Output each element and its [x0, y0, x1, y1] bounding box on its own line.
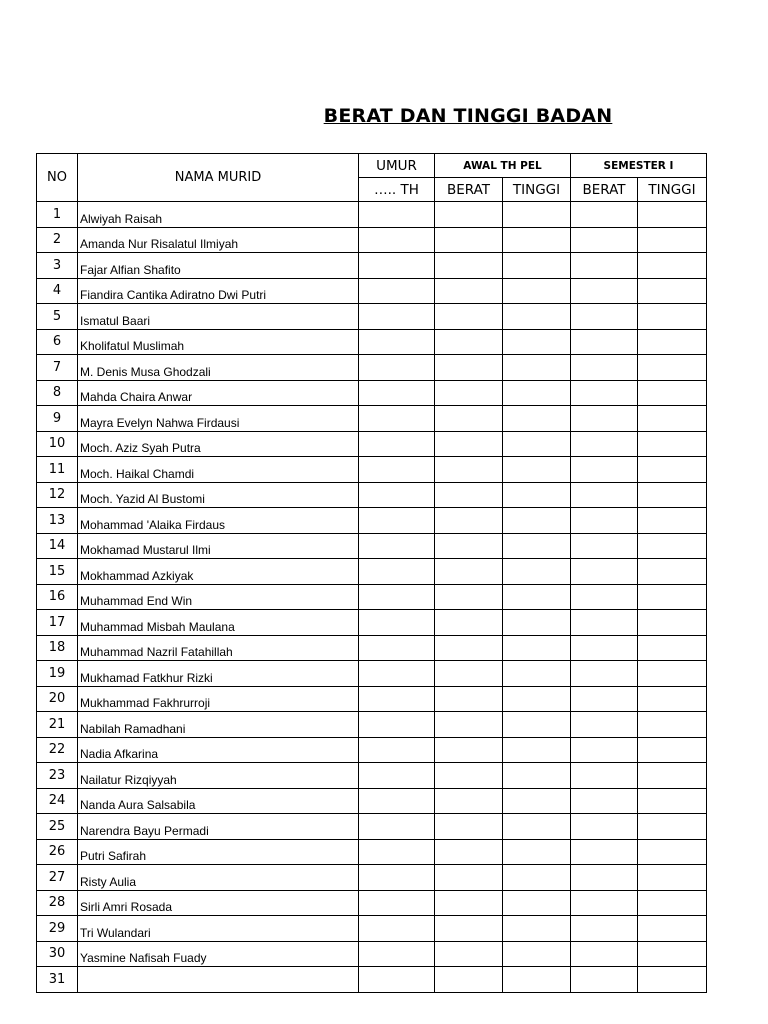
cell-awal-tinggi[interactable]: [503, 712, 571, 738]
table-body: [37, 202, 707, 993]
cell-awal-berat[interactable]: [435, 890, 503, 916]
cell-semester-berat[interactable]: [571, 686, 638, 712]
table-row: [37, 712, 707, 738]
row-number: 17: [37, 610, 78, 636]
cell-umur[interactable]: [359, 508, 435, 534]
row-number: 31: [37, 967, 78, 993]
cell-awal-berat[interactable]: [435, 584, 503, 610]
header-row-1: [37, 154, 707, 178]
cell-awal-berat[interactable]: [435, 457, 503, 483]
cell-awal-berat[interactable]: [435, 304, 503, 330]
table-row: [37, 635, 707, 661]
cell-semester-berat[interactable]: [571, 380, 638, 406]
table-row: [37, 584, 707, 610]
cell-awal-berat[interactable]: [435, 559, 503, 585]
cell-semester-tinggi[interactable]: [638, 482, 707, 508]
cell-umur[interactable]: [359, 839, 435, 865]
cell-awal-tinggi[interactable]: [503, 839, 571, 865]
table-row: [37, 610, 707, 636]
cell-semester-berat[interactable]: [571, 253, 638, 279]
cell-semester-tinggi[interactable]: [638, 712, 707, 738]
cell-awal-berat[interactable]: [435, 227, 503, 253]
row-number: 11: [37, 457, 78, 483]
cell-awal-berat[interactable]: [435, 380, 503, 406]
header-umur-th: ….. TH: [359, 178, 435, 202]
cell-semester-tinggi[interactable]: [638, 865, 707, 891]
student-name: Nadia Afkarina: [78, 737, 359, 763]
cell-semester-berat[interactable]: [571, 967, 638, 993]
cell-awal-tinggi[interactable]: [503, 329, 571, 355]
row-number: 23: [37, 763, 78, 789]
header-awal-th-pel: AWAL TH PEL: [435, 154, 571, 178]
cell-awal-tinggi[interactable]: [503, 508, 571, 534]
header-umur: UMUR: [359, 154, 435, 178]
row-number: 27: [37, 865, 78, 891]
table-row: [37, 227, 707, 253]
cell-semester-tinggi[interactable]: [638, 686, 707, 712]
table-row: [37, 814, 707, 840]
table-row: [37, 202, 707, 228]
student-name: Nanda Aura Salsabila: [78, 788, 359, 814]
cell-awal-tinggi[interactable]: [503, 686, 571, 712]
cell-semester-berat[interactable]: [571, 661, 638, 687]
cell-umur[interactable]: [359, 431, 435, 457]
cell-semester-tinggi[interactable]: [638, 737, 707, 763]
cell-umur[interactable]: [359, 202, 435, 228]
cell-semester-berat[interactable]: [571, 584, 638, 610]
cell-awal-berat[interactable]: [435, 967, 503, 993]
cell-awal-tinggi[interactable]: [503, 457, 571, 483]
student-name: M. Denis Musa Ghodzali: [78, 355, 359, 381]
cell-semester-berat[interactable]: [571, 737, 638, 763]
cell-umur[interactable]: [359, 890, 435, 916]
row-number: 26: [37, 839, 78, 865]
table-row: [37, 661, 707, 687]
cell-awal-berat[interactable]: [435, 788, 503, 814]
cell-semester-berat[interactable]: [571, 304, 638, 330]
cell-umur[interactable]: [359, 814, 435, 840]
student-name: Mokhammad Azkiyak: [78, 559, 359, 585]
cell-umur[interactable]: [359, 457, 435, 483]
cell-awal-berat[interactable]: [435, 253, 503, 279]
cell-semester-berat[interactable]: [571, 814, 638, 840]
row-number: 1: [37, 202, 78, 228]
cell-awal-berat[interactable]: [435, 686, 503, 712]
table-row: [37, 737, 707, 763]
table-row: [37, 839, 707, 865]
cell-umur[interactable]: [359, 406, 435, 432]
cell-semester-berat[interactable]: [571, 890, 638, 916]
cell-awal-tinggi[interactable]: [503, 865, 571, 891]
cell-semester-tinggi[interactable]: [638, 533, 707, 559]
cell-awal-tinggi[interactable]: [503, 431, 571, 457]
student-name: Muhammad Misbah Maulana: [78, 610, 359, 636]
cell-umur[interactable]: [359, 661, 435, 687]
document-title: BERAT DAN TINGGI BADAN: [323, 105, 613, 127]
row-number: 10: [37, 431, 78, 457]
row-number: 3: [37, 253, 78, 279]
cell-semester-berat[interactable]: [571, 355, 638, 381]
table-row: [37, 763, 707, 789]
cell-semester-berat[interactable]: [571, 406, 638, 432]
cell-semester-tinggi[interactable]: [638, 508, 707, 534]
table-row: [37, 533, 707, 559]
student-name: Yasmine Nafisah Fuady: [78, 941, 359, 967]
cell-awal-berat[interactable]: [435, 406, 503, 432]
table-row: [37, 380, 707, 406]
student-name: Sirli Amri Rosada: [78, 890, 359, 916]
cell-awal-tinggi[interactable]: [503, 890, 571, 916]
student-name: Moch. Aziz Syah Putra: [78, 431, 359, 457]
cell-semester-berat[interactable]: [571, 839, 638, 865]
cell-umur[interactable]: [359, 253, 435, 279]
cell-umur[interactable]: [359, 533, 435, 559]
table-row: [37, 278, 707, 304]
table-row: [37, 406, 707, 432]
cell-awal-berat[interactable]: [435, 355, 503, 381]
cell-awal-berat[interactable]: [435, 533, 503, 559]
row-number: 20: [37, 686, 78, 712]
cell-umur[interactable]: [359, 967, 435, 993]
cell-semester-tinggi[interactable]: [638, 661, 707, 687]
cell-awal-tinggi[interactable]: [503, 916, 571, 942]
cell-awal-berat[interactable]: [435, 482, 503, 508]
table-row: [37, 508, 707, 534]
header-semester-berat: BERAT: [571, 178, 638, 202]
cell-semester-berat[interactable]: [571, 916, 638, 942]
cell-semester-tinggi[interactable]: [638, 559, 707, 585]
cell-semester-tinggi[interactable]: [638, 202, 707, 228]
cell-awal-berat[interactable]: [435, 865, 503, 891]
row-number: 19: [37, 661, 78, 687]
cell-awal-berat[interactable]: [435, 278, 503, 304]
row-number: 30: [37, 941, 78, 967]
cell-semester-berat[interactable]: [571, 508, 638, 534]
row-number: 24: [37, 788, 78, 814]
cell-awal-tinggi[interactable]: [503, 533, 571, 559]
table-row: [37, 890, 707, 916]
cell-awal-tinggi[interactable]: [503, 355, 571, 381]
cell-awal-tinggi[interactable]: [503, 661, 571, 687]
cell-awal-tinggi[interactable]: [503, 814, 571, 840]
row-number: 5: [37, 304, 78, 330]
cell-awal-berat[interactable]: [435, 737, 503, 763]
cell-awal-tinggi[interactable]: [503, 737, 571, 763]
cell-semester-tinggi[interactable]: [638, 635, 707, 661]
header-awal-berat: BERAT: [435, 178, 503, 202]
header-semester-i: SEMESTER I: [571, 154, 707, 178]
cell-umur[interactable]: [359, 380, 435, 406]
cell-awal-tinggi[interactable]: [503, 304, 571, 330]
cell-semester-tinggi[interactable]: [638, 406, 707, 432]
cell-semester-tinggi[interactable]: [638, 355, 707, 381]
row-number: 21: [37, 712, 78, 738]
cell-semester-berat[interactable]: [571, 763, 638, 789]
cell-awal-berat[interactable]: [435, 610, 503, 636]
cell-awal-tinggi[interactable]: [503, 482, 571, 508]
student-name: Fiandira Cantika Adiratno Dwi Putri: [78, 278, 359, 304]
student-name: Alwiyah Raisah: [78, 202, 359, 228]
row-number: 15: [37, 559, 78, 585]
cell-semester-berat[interactable]: [571, 227, 638, 253]
table-row: [37, 355, 707, 381]
table-row: [37, 967, 707, 993]
student-name: Moch. Haikal Chamdi: [78, 457, 359, 483]
cell-awal-tinggi[interactable]: [503, 788, 571, 814]
cell-awal-tinggi[interactable]: [503, 941, 571, 967]
table-row: [37, 916, 707, 942]
cell-umur[interactable]: [359, 737, 435, 763]
cell-awal-berat[interactable]: [435, 814, 503, 840]
row-number: 22: [37, 737, 78, 763]
cell-semester-tinggi[interactable]: [638, 967, 707, 993]
cell-semester-tinggi[interactable]: [638, 431, 707, 457]
cell-semester-tinggi[interactable]: [638, 839, 707, 865]
cell-awal-tinggi[interactable]: [503, 635, 571, 661]
cell-umur[interactable]: [359, 916, 435, 942]
student-name: Putri Safirah: [78, 839, 359, 865]
cell-semester-tinggi[interactable]: [638, 941, 707, 967]
table-row: [37, 788, 707, 814]
student-name: Mahda Chaira Anwar: [78, 380, 359, 406]
cell-semester-berat[interactable]: [571, 202, 638, 228]
row-number: 2: [37, 227, 78, 253]
cell-awal-tinggi[interactable]: [503, 610, 571, 636]
student-name: Nailatur Rizqiyyah: [78, 763, 359, 789]
student-name: Mukhammad Fakhrurroji: [78, 686, 359, 712]
row-number: 16: [37, 584, 78, 610]
cell-umur[interactable]: [359, 635, 435, 661]
student-name: Mokhamad Mustarul Ilmi: [78, 533, 359, 559]
cell-umur[interactable]: [359, 482, 435, 508]
student-name: Risty Aulia: [78, 865, 359, 891]
cell-awal-berat[interactable]: [435, 916, 503, 942]
cell-awal-berat[interactable]: [435, 661, 503, 687]
row-number: 25: [37, 814, 78, 840]
student-name: Muhammad Nazril Fatahillah: [78, 635, 359, 661]
table-row: [37, 329, 707, 355]
student-name: Mukhamad Fatkhur Rizki: [78, 661, 359, 687]
row-number: 8: [37, 380, 78, 406]
table-row: [37, 686, 707, 712]
cell-semester-berat[interactable]: [571, 482, 638, 508]
cell-semester-tinggi[interactable]: [638, 227, 707, 253]
student-name: Nabilah Ramadhani: [78, 712, 359, 738]
cell-semester-tinggi[interactable]: [638, 916, 707, 942]
student-name: Moch. Yazid Al Bustomi: [78, 482, 359, 508]
cell-semester-berat[interactable]: [571, 533, 638, 559]
cell-semester-tinggi[interactable]: [638, 763, 707, 789]
table-row: [37, 304, 707, 330]
table-row: [37, 253, 707, 279]
student-name: Muhammad End Win: [78, 584, 359, 610]
cell-semester-berat[interactable]: [571, 712, 638, 738]
student-measurement-table: [36, 153, 707, 993]
cell-umur[interactable]: [359, 584, 435, 610]
cell-awal-tinggi[interactable]: [503, 278, 571, 304]
cell-umur[interactable]: [359, 865, 435, 891]
cell-awal-berat[interactable]: [435, 431, 503, 457]
cell-umur[interactable]: [359, 329, 435, 355]
cell-umur[interactable]: [359, 763, 435, 789]
row-number: 4: [37, 278, 78, 304]
header-awal-tinggi: TINGGI: [503, 178, 571, 202]
cell-semester-berat[interactable]: [571, 635, 638, 661]
student-name: Amanda Nur Risalatul Ilmiyah: [78, 227, 359, 253]
cell-awal-tinggi[interactable]: [503, 763, 571, 789]
cell-awal-berat[interactable]: [435, 202, 503, 228]
table-row: [37, 559, 707, 585]
table-row: [37, 941, 707, 967]
row-number: 6: [37, 329, 78, 355]
student-name: Ismatul Baari: [78, 304, 359, 330]
cell-semester-tinggi[interactable]: [638, 253, 707, 279]
cell-awal-tinggi[interactable]: [503, 559, 571, 585]
cell-awal-berat[interactable]: [435, 763, 503, 789]
cell-awal-berat[interactable]: [435, 941, 503, 967]
cell-awal-tinggi[interactable]: [503, 406, 571, 432]
student-name: Tri Wulandari: [78, 916, 359, 942]
cell-awal-tinggi[interactable]: [503, 202, 571, 228]
cell-umur[interactable]: [359, 610, 435, 636]
row-number: 29: [37, 916, 78, 942]
table-row: [37, 482, 707, 508]
cell-semester-tinggi[interactable]: [638, 584, 707, 610]
student-name: Mohammad 'Alaika Firdaus: [78, 508, 359, 534]
row-number: 9: [37, 406, 78, 432]
cell-semester-tinggi[interactable]: [638, 380, 707, 406]
row-number: 14: [37, 533, 78, 559]
cell-semester-berat[interactable]: [571, 431, 638, 457]
cell-umur[interactable]: [359, 304, 435, 330]
row-number: 7: [37, 355, 78, 381]
cell-semester-tinggi[interactable]: [638, 890, 707, 916]
cell-awal-tinggi[interactable]: [503, 380, 571, 406]
cell-semester-tinggi[interactable]: [638, 788, 707, 814]
student-name: Narendra Bayu Permadi: [78, 814, 359, 840]
table-row: [37, 431, 707, 457]
cell-umur[interactable]: [359, 686, 435, 712]
cell-umur[interactable]: [359, 788, 435, 814]
cell-semester-berat[interactable]: [571, 457, 638, 483]
cell-semester-tinggi[interactable]: [638, 814, 707, 840]
cell-umur[interactable]: [359, 712, 435, 738]
cell-awal-berat[interactable]: [435, 712, 503, 738]
cell-awal-tinggi[interactable]: [503, 253, 571, 279]
cell-semester-tinggi[interactable]: [638, 304, 707, 330]
row-number: 28: [37, 890, 78, 916]
cell-umur[interactable]: [359, 278, 435, 304]
cell-semester-berat[interactable]: [571, 559, 638, 585]
cell-semester-berat[interactable]: [571, 610, 638, 636]
student-name: Mayra Evelyn Nahwa Firdausi: [78, 406, 359, 432]
cell-semester-tinggi[interactable]: [638, 610, 707, 636]
cell-awal-berat[interactable]: [435, 635, 503, 661]
cell-semester-berat[interactable]: [571, 278, 638, 304]
cell-umur[interactable]: [359, 227, 435, 253]
cell-awal-berat[interactable]: [435, 839, 503, 865]
cell-awal-tinggi[interactable]: [503, 227, 571, 253]
cell-semester-berat[interactable]: [571, 941, 638, 967]
cell-awal-berat[interactable]: [435, 329, 503, 355]
student-name: [78, 967, 359, 993]
header-nama-murid: NAMA MURID: [78, 154, 359, 202]
table-row: [37, 457, 707, 483]
header-semester-tinggi: TINGGI: [638, 178, 707, 202]
row-number: 13: [37, 508, 78, 534]
cell-umur[interactable]: [359, 355, 435, 381]
cell-umur[interactable]: [359, 559, 435, 585]
cell-awal-tinggi[interactable]: [503, 967, 571, 993]
cell-semester-berat[interactable]: [571, 329, 638, 355]
cell-semester-berat[interactable]: [571, 865, 638, 891]
row-number: 12: [37, 482, 78, 508]
student-name: Fajar Alfian Shafito: [78, 253, 359, 279]
row-number: 18: [37, 635, 78, 661]
cell-semester-tinggi[interactable]: [638, 457, 707, 483]
cell-awal-tinggi[interactable]: [503, 584, 571, 610]
cell-semester-tinggi[interactable]: [638, 278, 707, 304]
header-no: NO: [37, 154, 78, 202]
student-name: Kholifatul Muslimah: [78, 329, 359, 355]
cell-semester-tinggi[interactable]: [638, 329, 707, 355]
cell-umur[interactable]: [359, 941, 435, 967]
cell-semester-berat[interactable]: [571, 788, 638, 814]
table-row: [37, 865, 707, 891]
cell-awal-berat[interactable]: [435, 508, 503, 534]
